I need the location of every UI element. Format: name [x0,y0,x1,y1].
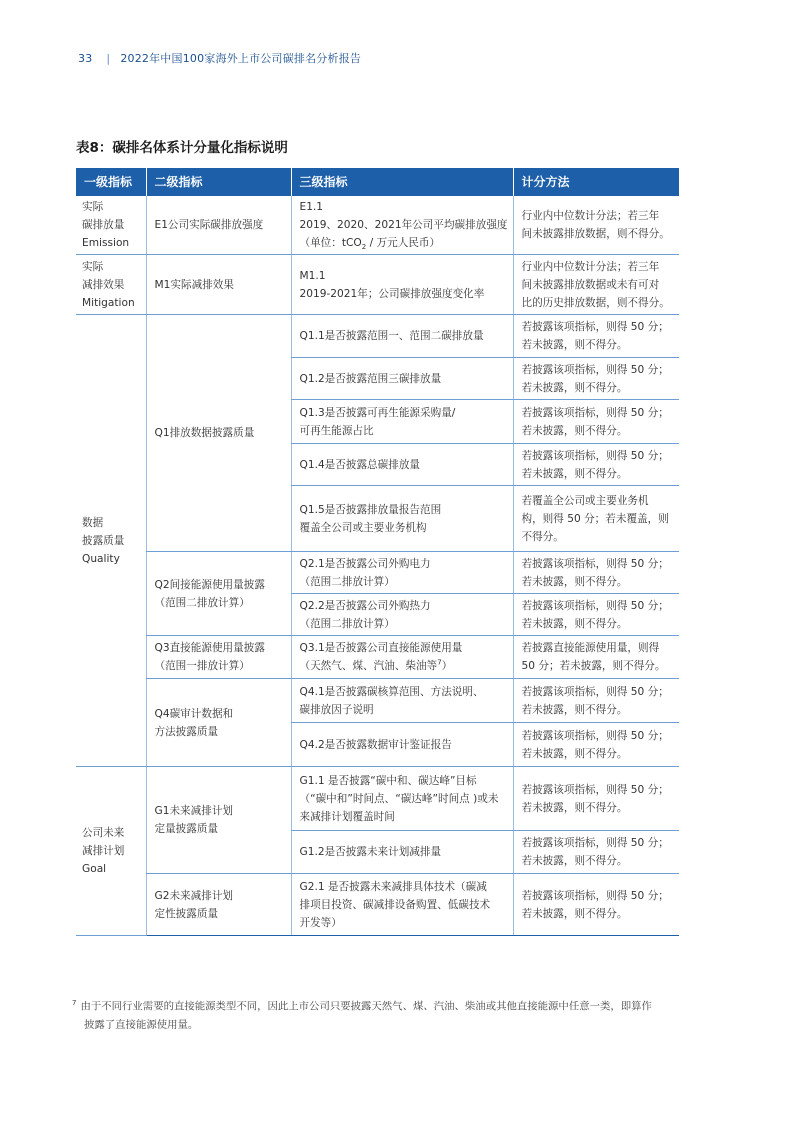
footnote-text: 由于不同行业需要的直接能源类型不同，因此上市公司只要披露天然气、煤、汽油、柴油或其他直接能源中任意一类，即算作 [80,1000,652,1013]
page-number: 33 [78,52,93,65]
footnote-mark: 7 [72,999,77,1007]
level3-cell: E1.1 2019、2020、2021年公司平均碳排放强度 （单位：tCO$_2$ / 万元人民币） [291,196,513,255]
table-row [76,767,679,831]
level1-cell-quality: 数据 披露质量 Quality [76,315,146,767]
scoring-indicator-table [76,168,679,936]
scoring-cell: 若披露该项指标，则得 50 分； 若未披露，则不得分。 [513,874,679,936]
level2-cell-q4: Q4碳审计数据和 方法披露质量 [146,679,291,767]
level3-cell: Q1.1是否披露范围一、范围二碳排放量 [291,315,513,358]
level2-cell-q2: Q2间接能源使用量披露 （范围二排放计算） [146,552,291,636]
table-row [76,636,679,679]
level2-cell: E1公司实际碳排放强度 [146,196,291,255]
scoring-cell: 若披露该项指标，则得 50 分； 若未披露，则不得分。 [513,552,679,594]
col-header-scoring: 计分方法 [513,168,679,196]
col-header-level2: 二级指标 [146,168,291,196]
table-row [76,196,679,255]
scoring-cell: 若披露该项指标，则得 50 分； 若未披露，则不得分。 [513,767,679,831]
level3-cell: Q4.1是否披露碳核算范围、方法说明、 碳排放因子说明 [291,679,513,723]
table-row [76,255,679,315]
scoring-cell: 若披露该项指标，则得 50 分； 若未披露，则不得分。 [513,679,679,723]
scoring-cell: 若覆盖全公司或主要业务机 构，则得 50 分；若未覆盖，则 不得分。 [513,486,679,552]
level2-cell-q1: Q1排放数据披露质量 [146,315,291,552]
page-header [78,50,361,66]
level3-cell: Q3.1是否披露公司直接能源使用量 （天然气、煤、汽油、柴油等$^7$） [291,636,513,679]
level3-cell: Q1.5是否披露排放量报告范围 覆盖全公司或主要业务机构 [291,486,513,552]
scoring-cell: 若披露该项指标，则得 50 分； 若未披露，则不得分。 [513,831,679,874]
scoring-cell: 行业内中位数计分法；若三年 间未披露排放数据或未有可对 比的历史排放数据，则不得分。 [513,255,679,315]
scoring-cell: 行业内中位数计分法；若三年 间未披露排放数据，则不得分。 [513,196,679,255]
level3-cell: Q1.3是否披露可再生能源采购量/ 可再生能源占比 [291,400,513,444]
table-header-row [76,168,679,196]
table-row [76,552,679,594]
level2-cell-g1: G1未来减排计划 定量披露质量 [146,767,291,874]
footnote [72,994,682,1035]
level3-cell: M1.1 2019-2021年；公司碳排放强度变化率 [291,255,513,315]
scoring-cell: 若披露该项指标，则得 50 分； 若未披露，则不得分。 [513,594,679,636]
scoring-cell: 若披露该项指标，则得 50 分； 若未披露，则不得分。 [513,723,679,767]
level2-cell-g2: G2未来减排计划 定性披露质量 [146,874,291,936]
level3-cell: Q4.2是否披露数据审计鉴证报告 [291,723,513,767]
level3-cell: Q2.1是否披露公司外购电力 （范围二排放计算） [291,552,513,594]
level2-cell-q3: Q3直接能源使用量披露 （范围一排放计算） [146,636,291,679]
table-title: 表8：碳排名体系计分量化指标说明 [76,140,288,156]
level3-cell: Q1.4是否披露总碳排放量 [291,444,513,486]
footnote-text-continued: 披露了直接能源使用量。 [84,1019,199,1032]
header-separator: | [106,52,111,65]
level1-cell-goal: 公司未来 减排计划 Goal [76,767,146,936]
table-row [76,679,679,723]
col-header-level1: 一级指标 [76,168,146,196]
level1-cell-mitigation: 实际 减排效果 Mitigation [76,255,146,315]
level3-cell: G1.2是否披露未来计划减排量 [291,831,513,874]
scoring-cell: 若披露该项指标，则得 50 分； 若未披露，则不得分。 [513,400,679,444]
scoring-cell: 若披露该项指标，则得 50 分； 若未披露，则不得分。 [513,358,679,400]
level3-cell: G1.1 是否披露“碳中和、碳达峰”目标 （“碳中和”时间点、“碳达峰”时间点 )或未 来减排计划覆盖时间 [291,767,513,831]
level3-cell: G2.1 是否披露未来减排具体技术（碳减 排项目投资、碳减排设备购置、低碳技术 开发等） [291,874,513,936]
report-title: 2022年中国100家海外上市公司碳排名分析报告 [120,52,362,65]
scoring-cell: 若披露该项指标，则得 50 分； 若未披露，则不得分。 [513,444,679,486]
table-row [76,874,679,936]
table-row [76,315,679,358]
footnote-ref: 7 [437,658,442,667]
level3-cell: Q1.2是否披露范围三碳排放量 [291,358,513,400]
scoring-cell: 若披露直接能源使用量，则得 50 分；若未披露，则不得分。 [513,636,679,679]
col-header-level3: 三级指标 [291,168,513,196]
scoring-cell: 若披露该项指标，则得 50 分； 若未披露，则不得分。 [513,315,679,358]
level1-cell-emission: 实际 碳排放量 Emission [76,196,146,255]
level2-cell: M1实际减排效果 [146,255,291,315]
level3-cell: Q2.2是否披露公司外购热力 （范围二排放计算） [291,594,513,636]
